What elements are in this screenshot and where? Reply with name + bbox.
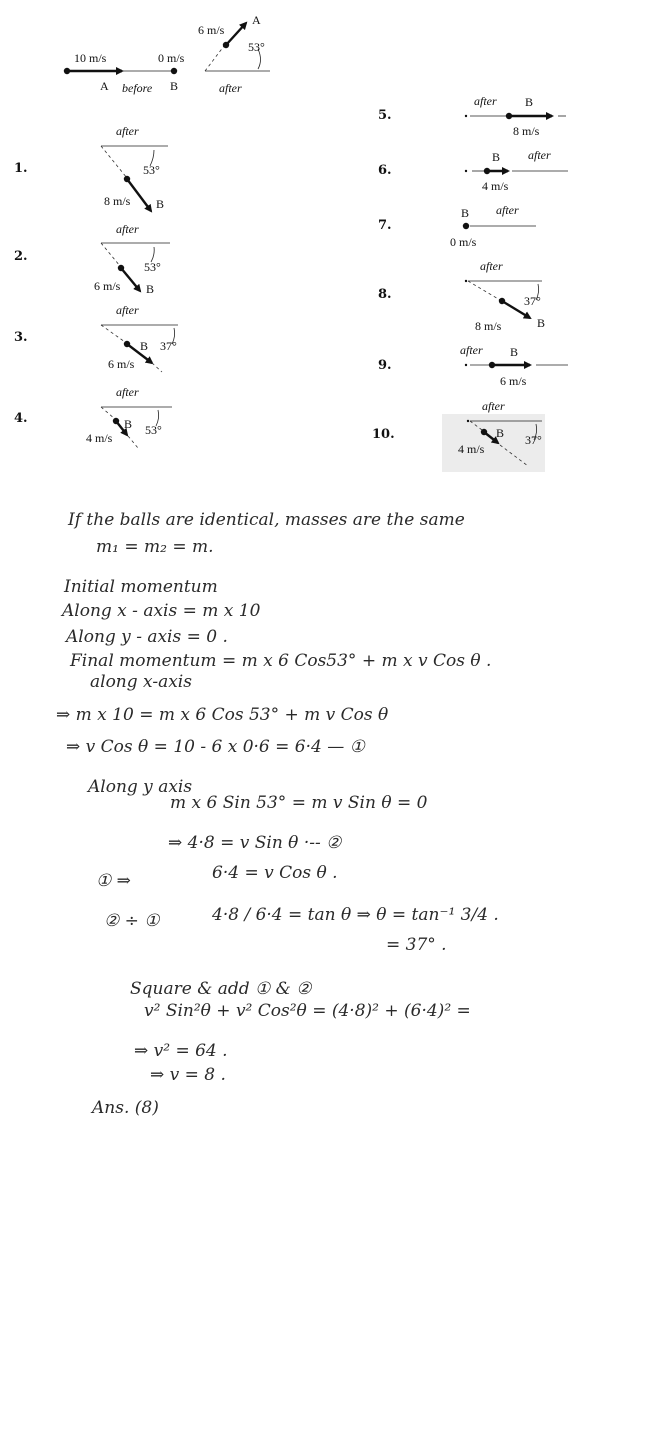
- ball-label: B: [525, 95, 534, 109]
- option-10: [372, 399, 545, 472]
- ball-b: [171, 68, 177, 74]
- ball-a: [64, 68, 70, 74]
- after-label: after: [116, 303, 139, 317]
- ball-a-label: A: [100, 79, 109, 93]
- option-number: 6.: [378, 163, 392, 178]
- ball-path-ext: [152, 363, 162, 372]
- ball-path: [101, 243, 120, 266]
- ball-b: [118, 265, 124, 271]
- ball-b-arrow: [127, 179, 151, 211]
- ball-a-after-arrow: [226, 23, 246, 45]
- option-number: 2.: [14, 249, 28, 264]
- angle-label: 37°: [524, 294, 541, 308]
- option-number: 10.: [372, 427, 395, 442]
- option-number: 7.: [378, 218, 392, 233]
- speed-label: 8 m/s: [513, 124, 540, 138]
- angle-label: 53°: [248, 40, 265, 54]
- option-number: 3.: [14, 330, 28, 345]
- solution-line-20: ⇒ v² = 64 .: [134, 1041, 228, 1061]
- solution-line-14: 6·4 = v Cos θ .: [212, 863, 338, 883]
- ball-label: B: [156, 197, 165, 211]
- angle-label: 37°: [160, 339, 177, 353]
- ball-b: [463, 223, 469, 229]
- solution-answer: Ans. (8): [92, 1098, 159, 1118]
- solution-line-10: Along y axis: [88, 777, 193, 797]
- solution-line-5: Along y - axis = 0 .: [66, 627, 228, 647]
- speed-label: 6 m/s: [108, 357, 135, 371]
- speed-label: 0 m/s: [450, 235, 477, 249]
- speed-label: 4 m/s: [482, 179, 509, 193]
- angle-label: 53°: [145, 423, 162, 437]
- solution-line-19: v² Sin²θ + v² Cos²θ = (4·8)² + (6·4)² =: [144, 1001, 471, 1021]
- solution-line-12: ⇒ 4·8 = v Sin θ ·-- ②: [168, 833, 342, 853]
- option-1: [14, 124, 168, 211]
- after-label: after: [480, 259, 503, 273]
- ball-b: [124, 341, 130, 347]
- ball-a-after: [223, 42, 229, 48]
- option-5: [378, 94, 566, 138]
- solution-line-1: If the balls are identical, masses are the same: [68, 510, 465, 530]
- solution-line-21: ⇒ v = 8 .: [150, 1065, 226, 1085]
- option-number: 4.: [14, 411, 28, 426]
- solution-line-16: 4·8 / 6·4 = tan θ ⇒ θ = tan⁻¹ 3/4 .: [212, 905, 499, 925]
- speed-label: 6 m/s: [94, 279, 121, 293]
- option-3: [14, 303, 178, 372]
- ball-label: B: [124, 417, 133, 431]
- option-6: [378, 148, 568, 193]
- speed-label: 6 m/s: [500, 374, 527, 388]
- ball-b-arrow: [121, 268, 140, 291]
- after-label: after: [496, 203, 519, 217]
- solution-line-11: m x 6 Sin 53° = m v Sin θ = 0: [170, 793, 428, 813]
- ball-b: [481, 429, 487, 435]
- origin-dot: [465, 364, 467, 366]
- after-label: after: [116, 385, 139, 399]
- after-label: after: [116, 222, 139, 236]
- solution-line-13: ① ⇒: [96, 871, 131, 891]
- after-label: after: [219, 81, 242, 95]
- solution-line-9: ⇒ v Cos θ = 10 - 6 x 0·6 = 6·4 — ①: [66, 737, 365, 757]
- ball-b-label: B: [170, 79, 179, 93]
- ball-b: [113, 418, 119, 424]
- speed-label: 8 m/s: [475, 319, 502, 333]
- ball-label: B: [461, 206, 470, 220]
- ball-path-ext: [128, 436, 138, 448]
- ball-b: [506, 113, 512, 119]
- ball-b: [484, 168, 490, 174]
- speed-label: 4 m/s: [458, 442, 485, 456]
- solution-line-2: m₁ = m₂ = m.: [96, 537, 214, 557]
- ball-b: [489, 362, 495, 368]
- option-8: [378, 259, 545, 333]
- origin-dot: [465, 170, 467, 172]
- solution-line-7: along x-axis: [90, 672, 192, 692]
- angle-label: 53°: [144, 260, 161, 274]
- speed-label: 8 m/s: [104, 194, 131, 208]
- after-label: after: [116, 124, 139, 138]
- solution-line-6: Final momentum = m x 6 Cos53° + m x v Cos θ .: [70, 651, 492, 671]
- ball-a-speed-before: 10 m/s: [74, 51, 107, 65]
- speed-label: 4 m/s: [86, 431, 113, 445]
- ball-path: [101, 407, 115, 419]
- after-label: after: [482, 399, 505, 413]
- solution-line-3: Initial momentum: [64, 577, 218, 597]
- solution-line-4: Along x - axis = m x 10: [62, 601, 261, 621]
- ball-label: B: [537, 316, 546, 330]
- ball-a-after-label: A: [252, 13, 261, 27]
- option-number: 1.: [14, 161, 28, 176]
- angle-label: 37°: [525, 433, 542, 447]
- after-label: after: [460, 343, 483, 357]
- ball-label: B: [496, 426, 505, 440]
- ball-b: [124, 176, 130, 182]
- option-7: [378, 203, 536, 249]
- handwritten-solution: [56, 510, 499, 1118]
- after-label: after: [528, 148, 551, 162]
- option-number: 8.: [378, 287, 392, 302]
- solution-line-8: ⇒ m x 10 = m x 6 Cos 53° + m v Cos θ: [56, 705, 389, 725]
- option-number: 5.: [378, 108, 392, 123]
- origin-dot: [465, 115, 467, 117]
- ball-label: B: [140, 339, 149, 353]
- option-4: [14, 385, 172, 448]
- angle-label: 53°: [143, 163, 160, 177]
- solution-line-18: Square & add ① & ②: [130, 979, 312, 999]
- ball-b: [499, 298, 505, 304]
- ball-label: B: [146, 282, 155, 296]
- before-label: before: [122, 81, 153, 95]
- solution-line-15: ② ÷ ①: [104, 911, 160, 931]
- ball-b-speed-before: 0 m/s: [158, 51, 185, 65]
- collision-diagram: [64, 13, 270, 95]
- after-label: after: [474, 94, 497, 108]
- ball-a-speed-after: 6 m/s: [198, 23, 225, 37]
- ball-path: [101, 325, 125, 342]
- ball-a-path: [205, 46, 224, 71]
- option-9: [378, 343, 568, 388]
- option-2: [14, 222, 170, 296]
- ball-path: [101, 146, 127, 178]
- ball-label: B: [510, 345, 519, 359]
- option-number: 9.: [378, 358, 392, 373]
- ball-label: B: [492, 150, 501, 164]
- origin-dot: [465, 280, 467, 282]
- ball-path: [468, 281, 500, 300]
- origin-dot: [467, 420, 469, 422]
- solution-line-17: = 37° .: [386, 935, 447, 955]
